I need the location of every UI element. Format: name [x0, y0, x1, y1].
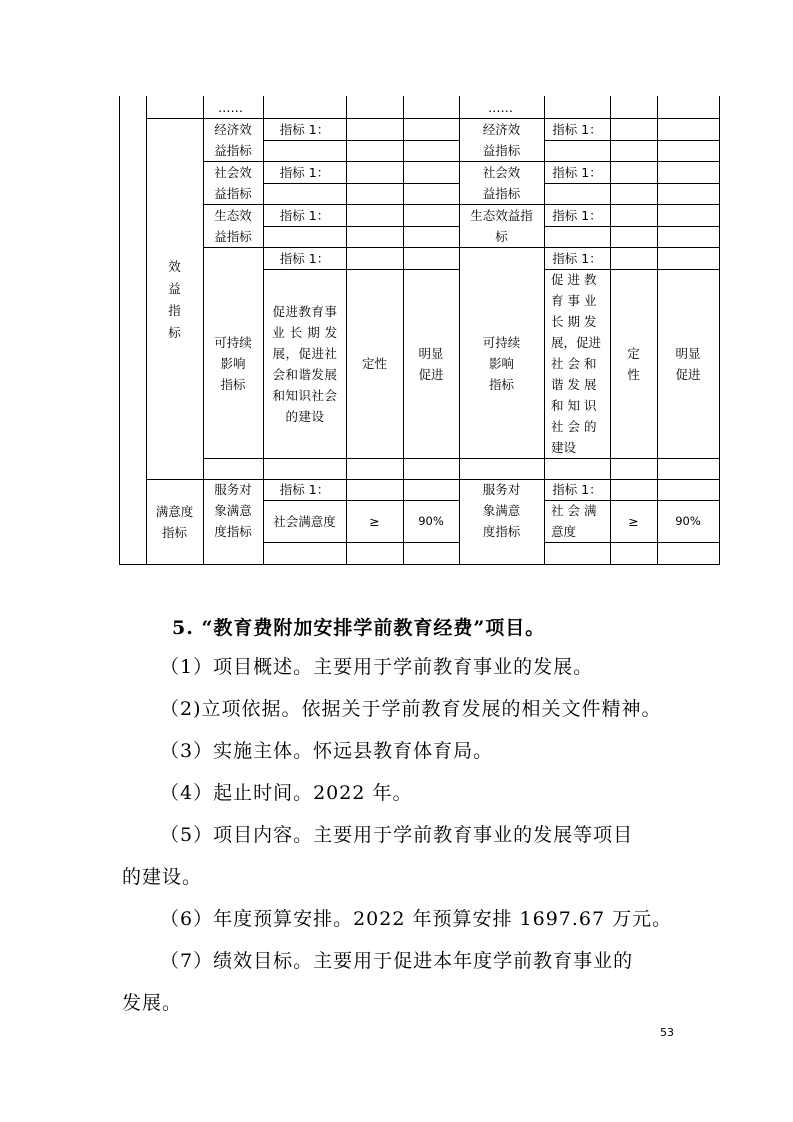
table-cell: …… — [218, 99, 243, 115]
table-cell: 社会满意度 — [273, 513, 336, 529]
table-line — [544, 140, 720, 141]
table-cell: 定性 — [361, 356, 387, 371]
paragraph-budget: （6）年度预算安排。2022 年预算安排 1697.67 万元。 — [160, 908, 673, 930]
table-cell: 促进教育事 业 长 期 发 展，促进社 会和谐发展 和知识社会 的建设 — [272, 303, 338, 424]
table-cell: 明显 促进 — [418, 345, 444, 382]
table-cell: 经济效 益指标 — [214, 121, 252, 158]
table-cell: 可持续 影响 指标 — [482, 335, 521, 392]
table-cell: 90% — [675, 513, 701, 528]
table-line — [544, 226, 720, 227]
paragraph-content-cont: 的建设。 — [122, 866, 203, 888]
table-cell: 指标 1： — [279, 164, 330, 180]
table-cell: 服务对 象满意 度指标 — [482, 482, 521, 539]
table-cell: 指标 1： — [279, 482, 330, 497]
table-cell: 促 进 教 育 事 业 长 期 发 展，促进 社 会 和 谐 发 展 和 知 识 社 会 的 建设 — [551, 272, 602, 455]
table-line — [263, 542, 459, 543]
table-cell: ≥ — [369, 513, 380, 529]
table-cell: 指标 1： — [552, 250, 602, 266]
paragraph-overview: （1）项目概述。主要用于学前教育事业的发展。 — [160, 656, 594, 678]
paragraph-period: （4）起止时间。2022 年。 — [160, 782, 413, 804]
paragraph-content: （5）项目内容。主要用于学前教育事业的发展等项目 — [160, 824, 634, 846]
table-cell: 指标 1： — [279, 250, 330, 266]
table-cell: ≥ — [628, 513, 639, 529]
table-cell: 明显 促进 — [675, 345, 701, 382]
table-cell: 定 性 — [627, 345, 640, 382]
table-line — [544, 542, 720, 543]
table-cell: 生态效益指 标 — [470, 207, 533, 244]
table-line — [263, 140, 459, 141]
table-line — [544, 183, 720, 184]
table-cell: 指标 1： — [279, 121, 330, 137]
table-cell: 90% — [418, 513, 444, 528]
table-cell: 社 会 满 意度 — [551, 503, 597, 539]
category-satisfaction-indicators: 满意度 指标 — [155, 503, 194, 540]
table-cell: 生态效 益指标 — [214, 207, 252, 244]
section-heading: 5. “教育费附加安排学前教育经费”项目。 — [172, 617, 546, 639]
table-cell: 服务对 象满意 度指标 — [214, 482, 252, 539]
table-cell: 指标 1： — [552, 482, 602, 497]
table-cell: 社会效 益指标 — [482, 164, 521, 201]
table-cell: …… — [488, 99, 513, 115]
table-border-right — [719, 96, 720, 565]
category-effect-indicators: 效 益 指 标 — [168, 259, 181, 340]
paragraph-basis: （2)立项依据。依据关于学前教育发展的相关文件精神。 — [160, 698, 662, 720]
table-line — [263, 226, 459, 227]
table-line — [203, 458, 720, 459]
paragraph-subject: （3）实施主体。怀远县教育体育局。 — [160, 740, 494, 762]
table-cell: 指标 1： — [279, 207, 330, 223]
table-cell: 指标 1： — [552, 164, 602, 180]
paragraph-goal: （7）绩效目标。主要用于促进本年度学前教育事业的 — [160, 950, 634, 972]
table-cell: 可持续 影响 指标 — [214, 335, 252, 392]
page-number: 53 — [660, 1026, 674, 1039]
table-cell: 指标 1： — [552, 121, 602, 137]
table-border-left — [119, 96, 120, 565]
paragraph-goal-cont: 发展。 — [122, 992, 183, 1014]
table-border-bottom — [119, 564, 720, 565]
table-line — [263, 183, 459, 184]
table-cell: 经济效 益指标 — [482, 121, 521, 158]
table-cell: 社会效 益指标 — [214, 164, 252, 201]
table-cell: 指标 1： — [552, 207, 602, 223]
